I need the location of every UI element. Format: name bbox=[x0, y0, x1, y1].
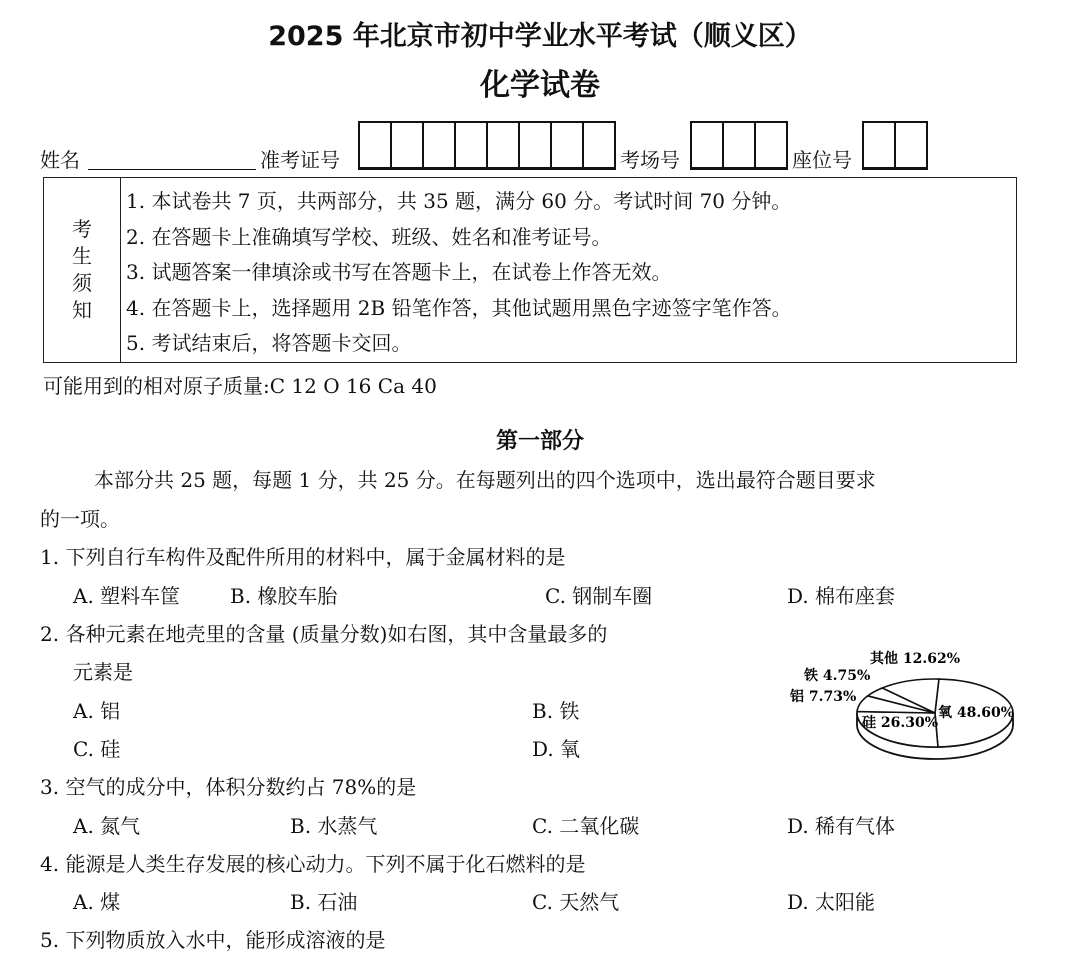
question-1-stem: 1. 下列自行车构件及配件所用的材料中，属于金属材料的是 bbox=[40, 545, 566, 569]
q4-option-c: C. 天然气 bbox=[532, 890, 620, 914]
exam-title: 2025 年北京市初中学业水平考试（顺义区） bbox=[268, 21, 812, 52]
q1-option-c: C. 钢制车圈 bbox=[545, 584, 653, 608]
question-3-stem: 3. 空气的成分中，体积分数约占 78%的是 bbox=[40, 775, 417, 799]
notice-side-label: 考 生 须 知 bbox=[44, 178, 121, 362]
q1-option-d: D. 棉布座套 bbox=[787, 584, 896, 608]
notice-item: 4. 在答题卡上，选择题用 2B 铅笔作答，其他试题用黑色字迹签字笔作答。 bbox=[126, 295, 792, 320]
question-2-stem-cont: 元素是 bbox=[73, 660, 133, 684]
seat-boxes[interactable] bbox=[862, 121, 928, 170]
notice-item: 1. 本试卷共 7 页，共两部分，共 35 题，满分 60 分。考试时间 70 分钟。 bbox=[126, 189, 792, 213]
q2-option-c: C. 硅 bbox=[73, 737, 121, 761]
q2-option-a: A. 铝 bbox=[73, 699, 121, 723]
pie-slice-label: 铁 4.75% bbox=[804, 668, 871, 684]
q3-option-c: C. 二氧化碳 bbox=[532, 814, 640, 838]
question-2-stem: 2. 各种元素在地壳里的含量 (质量分数)如右图，其中含量最多的 bbox=[40, 622, 608, 646]
notice-item: 3. 试题答案一律填涂或书写在答题卡上，在试卷上作答无效。 bbox=[126, 260, 672, 284]
room-boxes[interactable] bbox=[690, 121, 788, 170]
q1-option-b: B. 橡胶车胎 bbox=[230, 584, 338, 608]
q1-option-a: A. 塑料车筐 bbox=[73, 584, 181, 608]
pie-slice-label: 硅 26.30% bbox=[862, 715, 939, 731]
exam-notice-box bbox=[43, 177, 1017, 363]
q3-option-b: B. 水蒸气 bbox=[290, 814, 378, 838]
q3-option-d: D. 稀有气体 bbox=[787, 814, 896, 838]
part1-intro: 本部分共 25 题，每题 1 分，共 25 分。在每题列出的四个选项中，选出最符合题目要求 bbox=[94, 468, 876, 492]
crust-element-pie-chart bbox=[790, 645, 1020, 775]
q4-option-d: D. 太阳能 bbox=[787, 890, 876, 914]
room-label: 考场号 bbox=[620, 148, 680, 172]
question-4-stem: 4. 能源是人类生存发展的核心动力。下列不属于化石燃料的是 bbox=[40, 852, 586, 876]
q4-option-b: B. 石油 bbox=[290, 890, 358, 914]
part1-heading: 第一部分 bbox=[495, 429, 584, 454]
q3-option-a: A. 氮气 bbox=[73, 814, 141, 838]
name-blank[interactable] bbox=[88, 168, 256, 170]
notice-items bbox=[126, 184, 792, 362]
exam-id-boxes[interactable] bbox=[358, 121, 616, 170]
q4-option-a: A. 煤 bbox=[73, 890, 121, 914]
exam-subtitle: 化学试卷 bbox=[480, 68, 600, 103]
name-label: 姓名 bbox=[40, 148, 80, 172]
exam-id-label: 准考证号 bbox=[260, 148, 340, 172]
seat-label: 座位号 bbox=[792, 148, 852, 172]
notice-item: 5. 考试结束后，将答题卡交回。 bbox=[126, 331, 412, 355]
pie-slice-label: 氧 48.60% bbox=[938, 705, 1015, 721]
atomic-mass-note: 可能用到的相对原子质量:C 12 O 16 Ca 40 bbox=[43, 374, 437, 398]
notice-item: 2. 在答题卡上准确填写学校、班级、姓名和准考证号。 bbox=[126, 224, 612, 249]
pie-slice-label: 铝 7.73% bbox=[790, 689, 857, 705]
q2-option-b: B. 铁 bbox=[532, 699, 580, 723]
candidate-info-row bbox=[40, 124, 1040, 172]
part1-intro-cont: 的一项。 bbox=[40, 507, 120, 531]
q2-option-d: D. 氧 bbox=[532, 737, 581, 761]
pie-slice-label: 其他 12.62% bbox=[870, 651, 961, 667]
question-5-stem: 5. 下列物质放入水中，能形成溶液的是 bbox=[40, 928, 386, 952]
